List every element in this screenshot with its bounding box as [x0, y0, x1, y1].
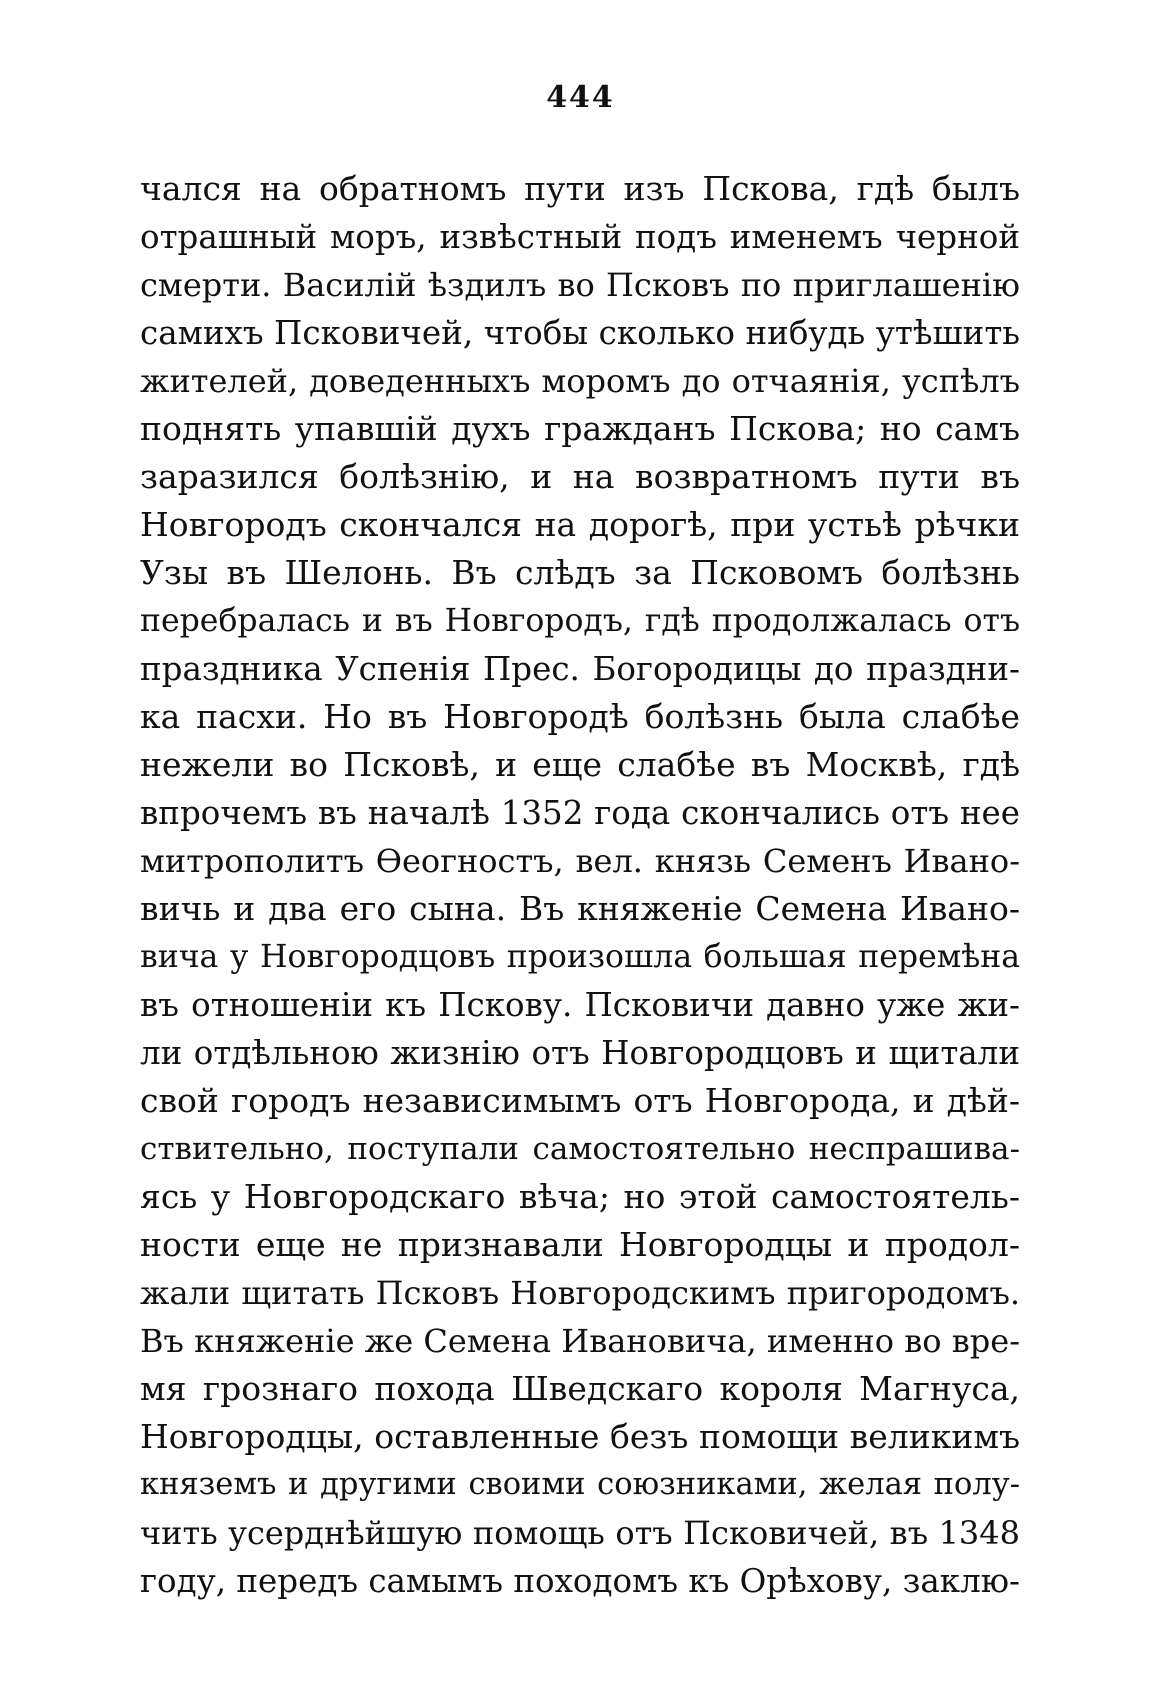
text-line: впрочемъ въ началѣ 1352 года скончались отъ нее	[140, 794, 1020, 832]
text-line: праздника Успенія Прес. Богородицы до праздни-	[140, 650, 1020, 688]
text-line: свой городъ независимымъ отъ Новгорода, и дѣй-	[140, 1081, 1020, 1120]
text-line: жителей, доведенныхъ моромъ до отчаянія, успѣлъ	[140, 362, 1020, 400]
text-line: ка пасхи. Но въ Новгородѣ болѣзнь была слабѣе	[140, 697, 1020, 736]
text-line: году, передъ самымъ походомъ къ Орѣхову, заклю-	[140, 1562, 1021, 1600]
text-line: чить усерднѣйшую помощь отъ Псковичей, въ 1348	[140, 1514, 1020, 1552]
text-line: нежели во Псковѣ, и еще слабѣе въ Москвѣ, гдѣ	[140, 745, 1020, 784]
text-line: мя грознаго похода Шведскаго короля Магнуса,	[140, 1369, 1020, 1408]
text-line: митрополитъ Ѳеогностъ, вел. князь Семенъ Ивано-	[140, 842, 1020, 880]
text-line: княземъ и другими своими союзниками, желая полу-	[140, 1467, 1020, 1502]
text-line: чался на обратномъ пути изъ Пскова, гдѣ былъ	[140, 169, 1020, 208]
page-text	[140, 165, 1020, 1605]
text-line: Новгородъ скончался на дорогѣ, при устьѣ рѣчки	[140, 505, 1020, 544]
text-line: вича у Новгородцовъ произошла большая перемѣна	[140, 939, 1020, 975]
text-line: Новгородцы, оставленные безъ помощи великимъ	[140, 1417, 1020, 1456]
text-line: ли отдѣльною жизнію отъ Новгородцовъ и щитали	[140, 1034, 1020, 1072]
text-line: Въ княженіе же Семена Ивановича, именно во вре-	[140, 1322, 1020, 1360]
text-line: поднять упавшій духъ гражданъ Пскова; но самъ	[140, 409, 1020, 448]
text-line: ясь у Новгородскаго вѣча; но этой самостоятель-	[140, 1177, 1020, 1216]
text-line: ствительно, поступали самостоятельно неспрашива-	[140, 1131, 1020, 1167]
text-line: вичь и два его сына. Въ княженіе Семена Ивано-	[140, 889, 1020, 928]
page-number: 444	[546, 80, 615, 115]
text-line: Узы въ Шелонь. Въ слѣдъ за Псковомъ болѣзнь	[140, 553, 1020, 592]
text-line: жали щитать Псковъ Новгородскимъ пригородомъ.	[140, 1274, 1020, 1312]
text-line: въ отношеніи къ Пскову. Псковичи давно уже жи-	[140, 986, 1020, 1024]
text-line: заразился болѣзнію, и на возвратномъ пути въ	[140, 457, 1020, 496]
text-line: ности еще не признавали Новгородцы и продол-	[140, 1225, 1020, 1264]
text-line: самихъ Псковичей, чтобы сколько нибудь утѣшить	[140, 314, 1020, 352]
text-line: смерти. Василій ѣздилъ во Псковъ по приглашенію	[140, 266, 1020, 304]
text-line: перебралась и въ Новгородъ, гдѣ продолжалась отъ	[140, 603, 1020, 639]
text-line: отрашный моръ, извѣстный подъ именемъ черной	[140, 218, 1020, 256]
